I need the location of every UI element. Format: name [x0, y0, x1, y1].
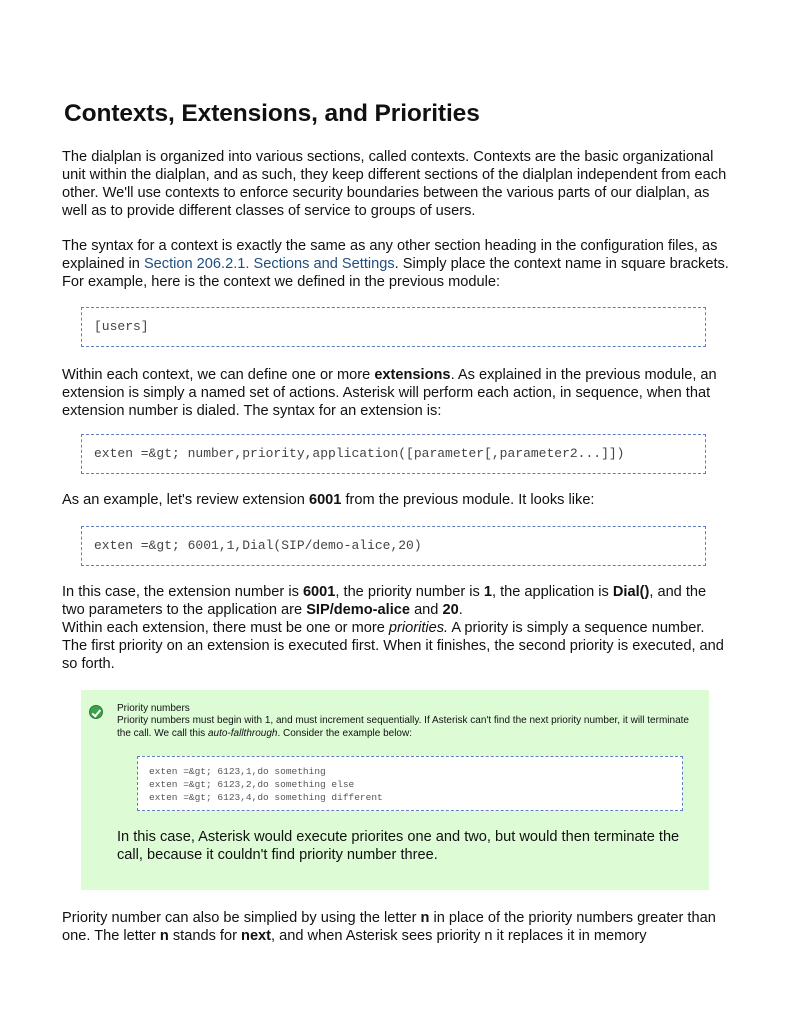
code-block-extension-syntax: exten =&gt; number,priority,application([parameter[,parameter2...]]) — [81, 434, 706, 474]
document-page — [62, 98, 730, 945]
note-body: Priority numbers must begin with 1, and must increment sequentially. If Asterisk can't find the next priority number, it will terminate the call. We call this auto-fallthrough. Consider the example below: — [117, 715, 689, 739]
code-block-context: [users] — [81, 307, 706, 347]
paragraph-priority-n: Priority number can also be simplied by using the letter n in place of the priority numbers greater than one. The letter n stands for next, and when Asterisk sees priority n it replaces it in memory — [62, 910, 716, 944]
paragraph-explanation: In this case, the extension number is 6001, the priority number is 1, the application is Dial(), and the two parameters to the application are SIP/demo-alice and 20. — [62, 584, 707, 618]
note-title: Priority numbers — [117, 703, 190, 714]
paragraph-priorities: Within each extension, there must be one or more priorities. A priority is simply a sequence number. The first priority on an extension is executed first. When it finishes, the second priority is executed, and so forth. — [62, 620, 724, 672]
note-code-line: exten =&gt; 6123,2,do something else — [149, 779, 355, 790]
note-code-line: exten =&gt; 6123,1,do something — [149, 766, 326, 777]
section-link[interactable]: Section 206.2.1. Sections and Settings — [143, 256, 395, 272]
paragraph-example: As an example, let's review extension 6001 from the previous module. It looks like: — [62, 492, 595, 508]
page-title: Contexts, Extensions, and Priorities — [64, 100, 480, 127]
note-code-block — [137, 756, 683, 811]
paragraph-context-syntax: The syntax for a context is exactly the same as any other section heading in the configuration files, as explained in Section 206.2.1. Sections and Settings. Simply place the context name in square brackets. For example, here is the context we defined in the previous module: — [62, 238, 729, 290]
code-block-extension-example: exten =&gt; 6001,1,Dial(SIP/demo-alice,20) — [81, 526, 706, 566]
check-icon — [89, 705, 103, 719]
paragraph-extensions: Within each context, we can define one or more extensions. As explained in the previous module, an extension is simply a named set of actions. Asterisk will perform each action, in sequence, when that extension number is dialed. The syntax for an extension is: — [62, 367, 717, 419]
paragraph-contexts-intro: The dialplan is organized into various sections, called contexts. Contexts are the basic organizational unit within the dialplan, and as such, they keep different sections of the dialplan independent from each other. We'll use contexts to enforce security boundaries between the various parts of our dialplan, as well as to provide different classes of service to groups of users. — [62, 149, 727, 219]
note-code-line: exten =&gt; 6123,4,do something different — [149, 792, 383, 803]
note-box — [81, 690, 709, 890]
note-paragraph: In this case, Asterisk would execute priorites one and two, but would then terminate the call, because it couldn't find priority number three. — [117, 829, 680, 863]
